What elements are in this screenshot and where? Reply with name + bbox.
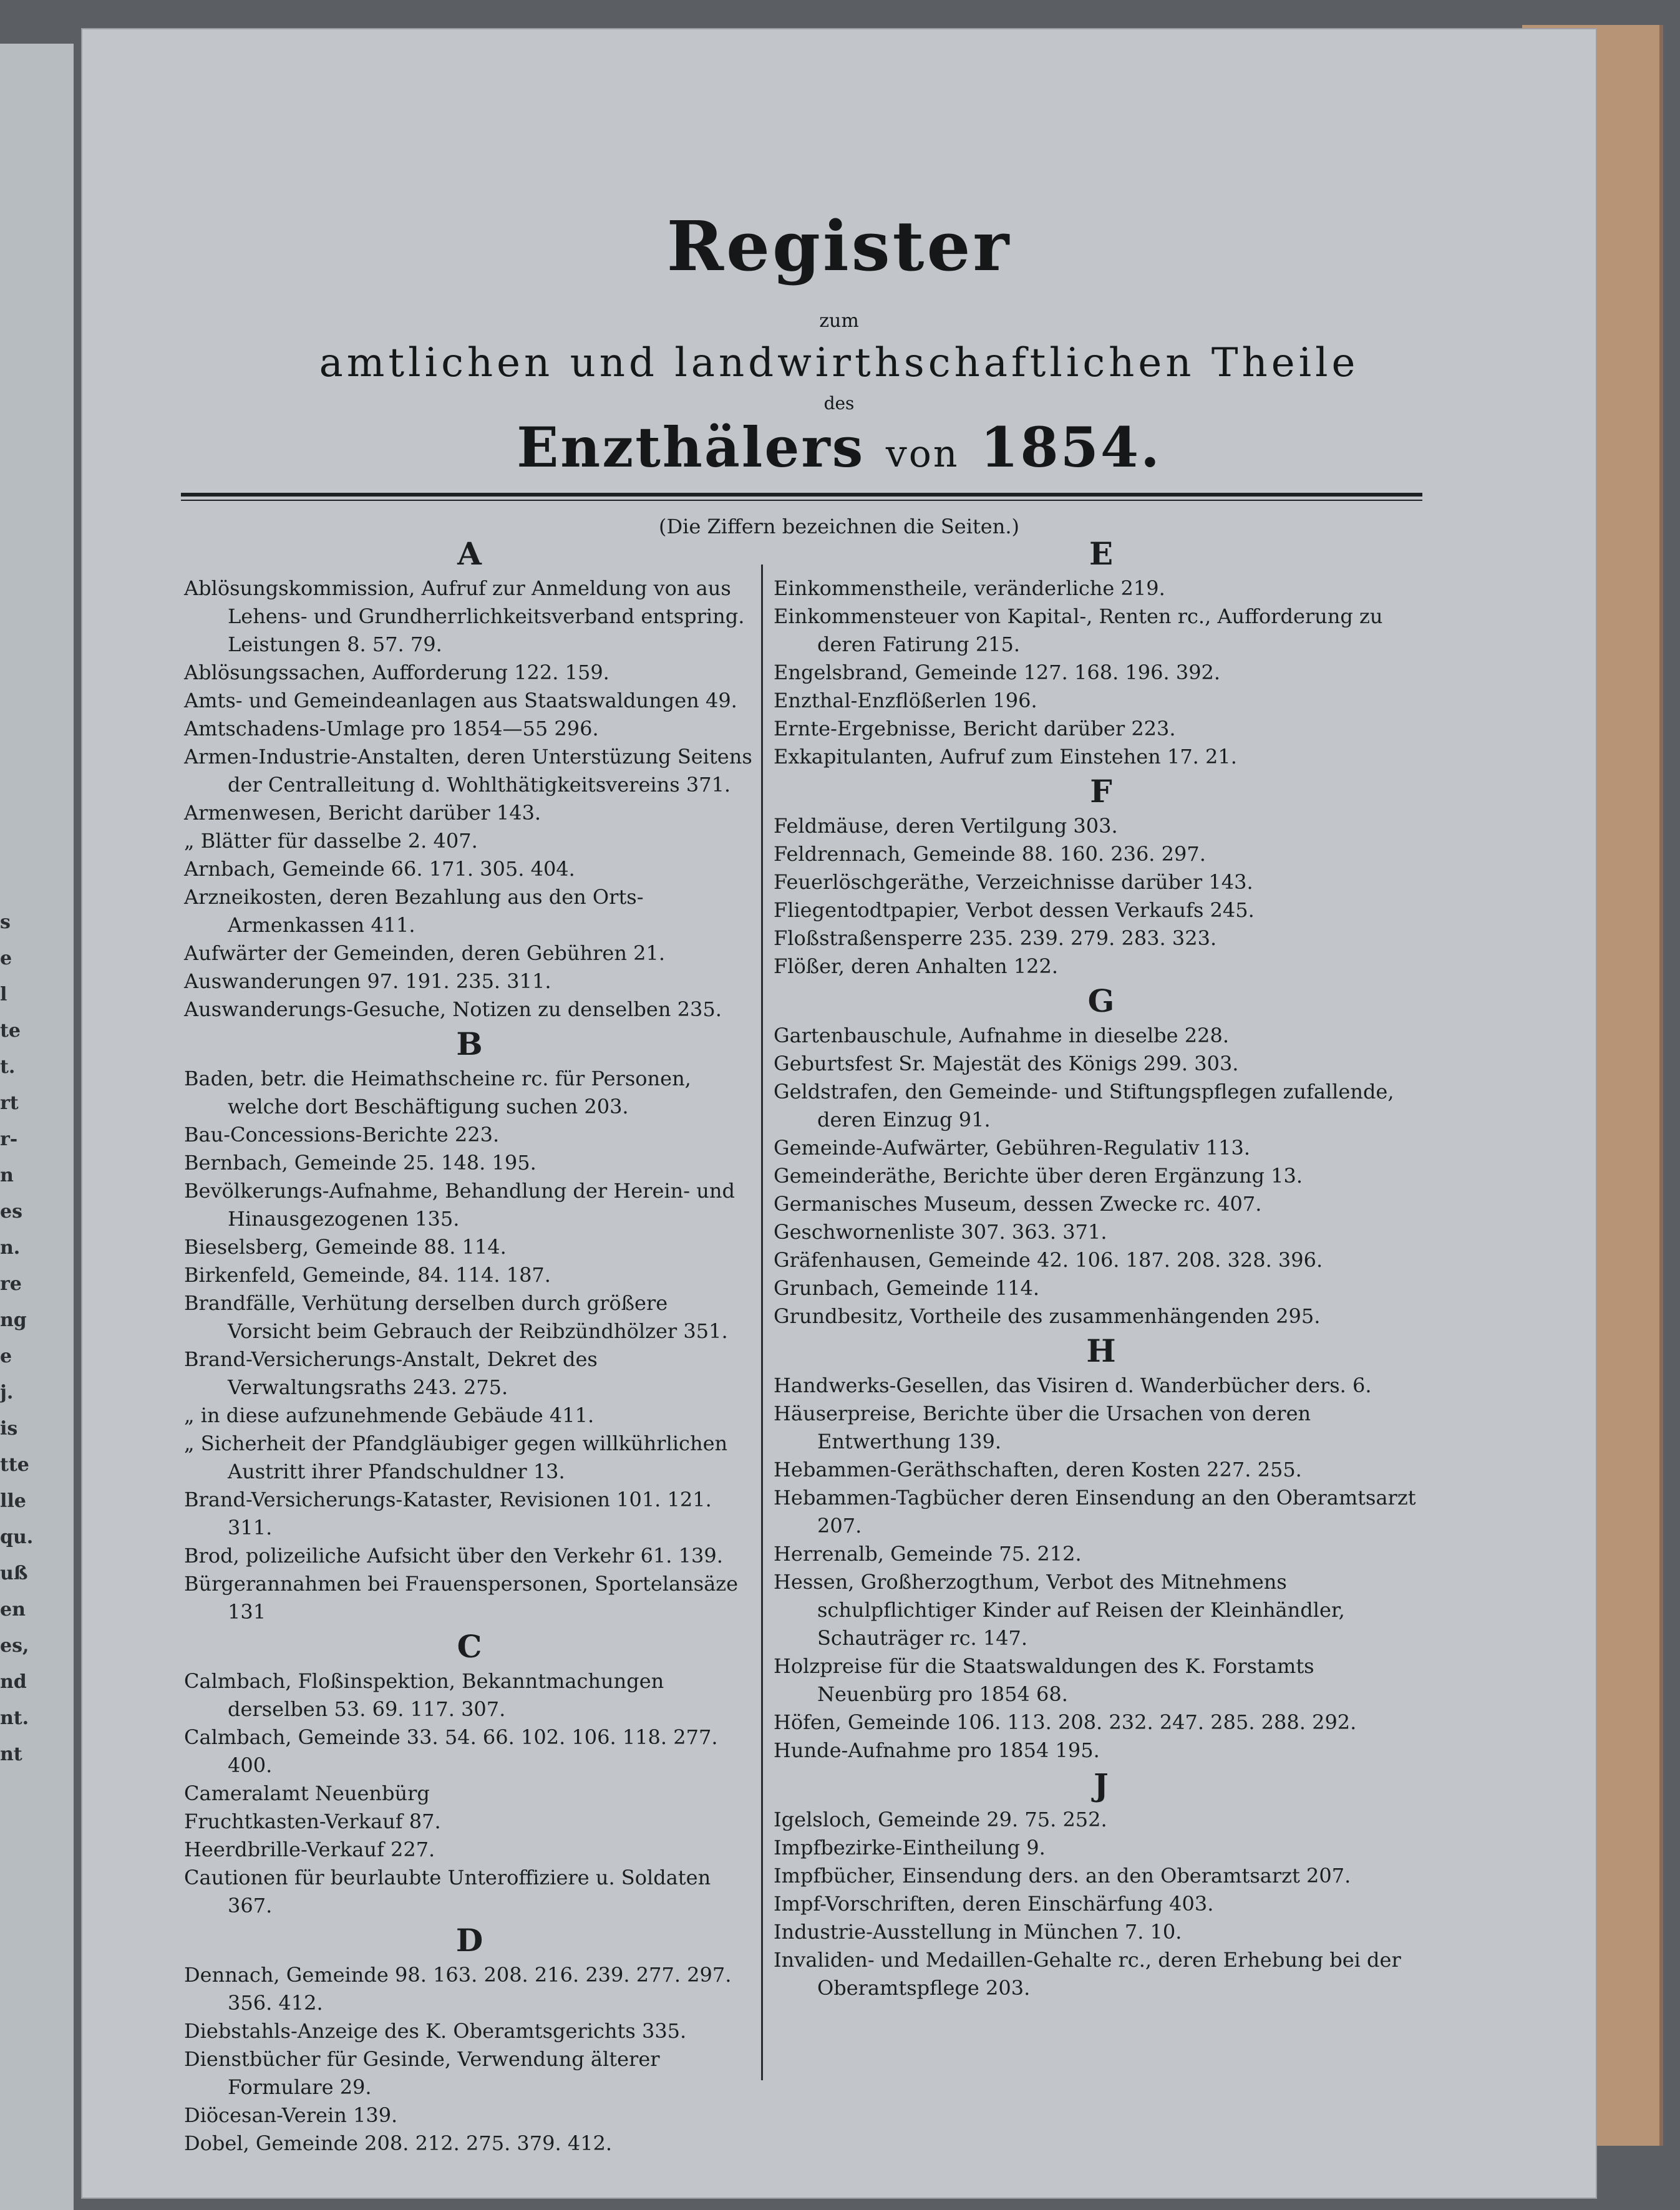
index-entry: Invaliden- und Medaillen-Gehalte rc., deren Erhebung bei der Oberamtspflege 203. [774, 1948, 1401, 2000]
section-letter: H [1086, 1332, 1116, 1369]
edge-fragment: qu. [0, 1526, 34, 1548]
section-letter: G [1087, 982, 1115, 1019]
section-letter: F [1090, 773, 1112, 810]
index-entry: Höfen, Gemeinde 106. 113. 208. 232. 247. 285. 288. 292. [774, 1710, 1357, 1734]
edge-fragment: n. [0, 1237, 21, 1259]
section-letter: D [455, 1922, 483, 1959]
edge-fragment: es [0, 1201, 22, 1223]
index-entry: Calmbach, Floßinspektion, Bekanntmachungen derselben 53. 69. 117. 307. [184, 1669, 664, 1721]
publication-name: Enzthälers [517, 415, 865, 480]
index-entry: Enzthal-Enzflößerlen 196. [774, 689, 1037, 712]
index-entry: Hunde-Aufnahme pro 1854 195. [774, 1738, 1100, 1762]
edge-fragment: n [0, 1165, 14, 1186]
index-entry: „ in diese aufzunehmende Gebäude 411. [184, 1403, 595, 1427]
edge-fragment: te [0, 1020, 21, 1042]
index-entry: Auswanderungen 97. 191. 235. 311. [184, 969, 551, 993]
index-entry: Hessen, Großherzogthum, Verbot des Mitnehmens schulpflichtiger Kinder auf Reisen der Kleinhändler, Schauträger rc. 147. [774, 1570, 1345, 1650]
edge-fragment: j. [0, 1382, 14, 1403]
title-des: des [823, 393, 855, 414]
index-entry: Brandfälle, Verhütung derselben durch größere Vorsicht beim Gebrauch der Reibzündhölzer 351. [184, 1291, 728, 1343]
index-entry: Gartenbauschule, Aufnahme in dieselbe 228. [774, 1024, 1230, 1047]
index-entry: Holzpreise für die Staatswaldungen des K. Forstamts Neuenbürg pro 1854 68. [774, 1654, 1314, 1706]
edge-fragment: en [0, 1599, 26, 1621]
index-entry: Birkenfeld, Gemeinde, 84. 114. 187. [184, 1263, 551, 1287]
section-letter: A [457, 535, 482, 572]
index-column-right [774, 533, 1429, 2002]
index-entry: Bau-Concessions-Berichte 223. [184, 1123, 500, 1146]
index-entry: Baden, betr. die Heimathscheine rc. für Personen, welche dort Beschäftigung suchen 203. [184, 1067, 691, 1118]
index-entry: Impf-Vorschriften, deren Einschärfung 403. [774, 1892, 1214, 1916]
section-letter: J [1094, 1767, 1109, 1803]
adjacent-page-fragments [0, 904, 34, 1773]
index-entry: Auswanderungs-Gesuche, Notizen zu denselben 235. [184, 997, 722, 1021]
edge-fragment: nt. [0, 1707, 29, 1729]
index-entry: Heerdbrille-Verkauf 227. [184, 1838, 435, 1861]
index-entry: Brand-Versicherungs-Anstalt, Dekret des Verwaltungsraths 243. 275. [184, 1347, 598, 1399]
index-entry: Impfbezirke-Eintheilung 9. [774, 1836, 1046, 1859]
index-entry: Diöcesan-Verein 139. [184, 2103, 398, 2127]
register-title: Register [666, 206, 1012, 286]
edge-fragment: t. [0, 1056, 16, 1078]
index-entry: Germanisches Museum, dessen Zwecke rc. 407. [774, 1192, 1262, 1216]
edge-fragment: r- [0, 1128, 18, 1150]
index-entry: Herrenalb, Gemeinde 75. 212. [774, 1542, 1082, 1566]
edge-fragment: tte [0, 1454, 29, 1476]
index-entry: Armenwesen, Bericht darüber 143. [184, 801, 541, 825]
adjacent-page-edge [0, 44, 74, 2210]
index-entry: Feldmäuse, deren Vertilgung 303. [774, 814, 1118, 838]
title-von: von [885, 432, 959, 476]
edge-fragment: e [0, 1345, 12, 1367]
edge-fragment: e [0, 947, 12, 969]
index-entry: Einkommenstheile, veränderliche 219. [774, 576, 1165, 600]
index-entry: Dennach, Gemeinde 98. 163. 208. 216. 239. 277. 297. 356. 412. [184, 1963, 732, 2015]
index-entry: Arnbach, Gemeinde 66. 171. 305. 404. [184, 857, 575, 881]
index-entry: Bevölkerungs-Aufnahme, Behandlung der Herein- und Hinausgezogenen 135. [184, 1179, 735, 1231]
index-entry: Armen-Industrie-Anstalten, deren Unterstüzung Seitens der Centralleitung d. Wohlthätigkeitsvereins 371. [184, 745, 752, 797]
index-entry: Cameralamt Neuenbürg [184, 1781, 430, 1805]
index-entry: Impfbücher, Einsendung ders. an den Oberamtsarzt 207. [774, 1864, 1351, 1888]
index-entry: Brand-Versicherungs-Kataster, Revisionen 101. 121. 311. [184, 1488, 712, 1539]
index-entry: Floßstraßensperre 235. 239. 279. 283. 323. [774, 926, 1217, 950]
index-entry: Geburtsfest Sr. Majestät des Königs 299. 303. [774, 1052, 1239, 1075]
title-subject-line: amtlichen und landwirthschaftlichen Theile [319, 340, 1359, 386]
index-entry: „ Sicherheit der Pfandgläubiger gegen willkührlichen Austritt ihrer Pfandschuldner 13. [184, 1432, 728, 1483]
index-entry: Einkommensteuer von Kapital-, Renten rc., Aufforderung zu deren Fatirung 215. [774, 604, 1383, 656]
index-entry: „ Blätter für dasselbe 2. 407. [184, 829, 478, 853]
index-column-left [184, 533, 755, 2158]
index-entry: Ablösungskommission, Aufruf zur Anmeldung von aus Lehens- und Grundherrlichkeitsverband entspring. Leistungen 8. 57. 79. [184, 576, 745, 656]
index-entry: Cautionen für beurlaubte Unteroffiziere u. Soldaten 367. [184, 1866, 711, 1917]
index-entry: Engelsbrand, Gemeinde 127. 168. 196. 392. [774, 661, 1221, 684]
edge-fragment: nt [0, 1743, 22, 1765]
edge-fragment: rt [0, 1092, 19, 1114]
index-entry: Fliegentodtpapier, Verbot dessen Verkaufs 245. [774, 898, 1255, 922]
index-entry: Häuserpreise, Berichte über die Ursachen von deren Entwerthung 139. [774, 1402, 1311, 1453]
page-number-note: (Die Ziffern bezeichnen die Seiten.) [659, 515, 1019, 538]
edge-fragment: nd [0, 1671, 27, 1693]
edge-fragment: l [0, 984, 7, 1006]
index-entry: Dienstbücher für Gesinde, Verwendung älterer Formulare 29. [184, 2047, 660, 2099]
index-entry: Brod, polizeiliche Aufsicht über den Verkehr 61. 139. [184, 1544, 723, 1568]
section-letter: B [456, 1025, 483, 1062]
index-entry: Hebammen-Geräthschaften, deren Kosten 227. 255. [774, 1458, 1302, 1481]
section-letter: C [457, 1628, 482, 1665]
index-entry: Ablösungssachen, Aufforderung 122. 159. [184, 661, 609, 684]
edge-fragment: is [0, 1418, 18, 1440]
header-rule-thin [181, 500, 1422, 501]
column-divider [761, 565, 763, 2080]
index-entry: Feuerlöschgeräthe, Verzeichnisse darüber 143. [774, 870, 1253, 894]
header-rule-thick [181, 493, 1422, 497]
index-entry: Gräfenhausen, Gemeinde 42. 106. 187. 208. 328. 396. [774, 1248, 1323, 1272]
index-entry: Fruchtkasten-Verkauf 87. [184, 1810, 441, 1833]
index-entry: Diebstahls-Anzeige des K. Oberamtsgerichts 335. [184, 2019, 687, 2043]
index-entry: Exkapitulanten, Aufruf zum Einstehen 17. 21. [774, 745, 1237, 768]
title-publication-year [81, 415, 1597, 480]
edge-fragment: re [0, 1273, 22, 1295]
index-entry: Ernte-Ergebnisse, Bericht darüber 223. [774, 717, 1176, 740]
section-letter: E [1089, 535, 1114, 572]
index-entry: Calmbach, Gemeinde 33. 54. 66. 102. 106. 118. 277. 400. [184, 1725, 718, 1777]
index-entry: Geschwornenliste 307. 363. 371. [774, 1220, 1107, 1244]
register-page [81, 28, 1597, 2199]
index-entry: Industrie-Ausstellung in München 7. 10. [774, 1920, 1182, 1944]
index-entry: Grunbach, Gemeinde 114. [774, 1276, 1039, 1300]
index-entry: Dobel, Gemeinde 208. 212. 275. 379. 412. [184, 2131, 613, 2155]
edge-fragment: lle [0, 1490, 26, 1512]
index-entry: Gemeinde-Aufwärter, Gebühren-Regulativ 113. [774, 1136, 1250, 1160]
index-entry: Flößer, deren Anhalten 122. [774, 954, 1059, 978]
index-entry: Bernbach, Gemeinde 25. 148. 195. [184, 1151, 537, 1175]
index-entry: Gemeinderäthe, Berichte über deren Ergänzung 13. [774, 1164, 1303, 1188]
index-entry: Igelsloch, Gemeinde 29. 75. 252. [774, 1808, 1107, 1831]
index-entry: Grundbesitz, Vortheile des zusammenhängenden 295. [774, 1304, 1321, 1328]
index-entry: Amtschadens-Umlage pro 1854—55 296. [184, 717, 599, 740]
index-entry: Bürgerannahmen bei Frauenspersonen, Sportelansäze 131 [184, 1572, 739, 1624]
edge-fragment: uß [0, 1563, 28, 1584]
edge-fragment: s [0, 911, 11, 933]
index-entry: Arzneikosten, deren Bezahlung aus den Orts-Armenkassen 411. [184, 885, 644, 937]
edge-fragment: ng [0, 1309, 27, 1331]
index-entry: Handwerks-Gesellen, das Visiren d. Wanderbücher ders. 6. [774, 1374, 1372, 1397]
index-entry: Amts- und Gemeindeanlagen aus Staatswaldungen 49. [184, 689, 737, 712]
publication-year: 1854. [980, 415, 1162, 480]
index-entry: Hebammen-Tagbücher deren Einsendung an den Oberamtsarzt 207. [774, 1486, 1416, 1538]
edge-fragment: es, [0, 1635, 29, 1657]
index-entry: Bieselsberg, Gemeinde 88. 114. [184, 1235, 507, 1259]
title-zum: zum [819, 310, 859, 332]
index-entry: Geldstrafen, den Gemeinde- und Stiftungspflegen zufallende, deren Einzug 91. [774, 1080, 1394, 1132]
index-entry: Aufwärter der Gemeinden, deren Gebühren 21. [184, 941, 666, 965]
index-entry: Feldrennach, Gemeinde 88. 160. 236. 297. [774, 842, 1206, 866]
